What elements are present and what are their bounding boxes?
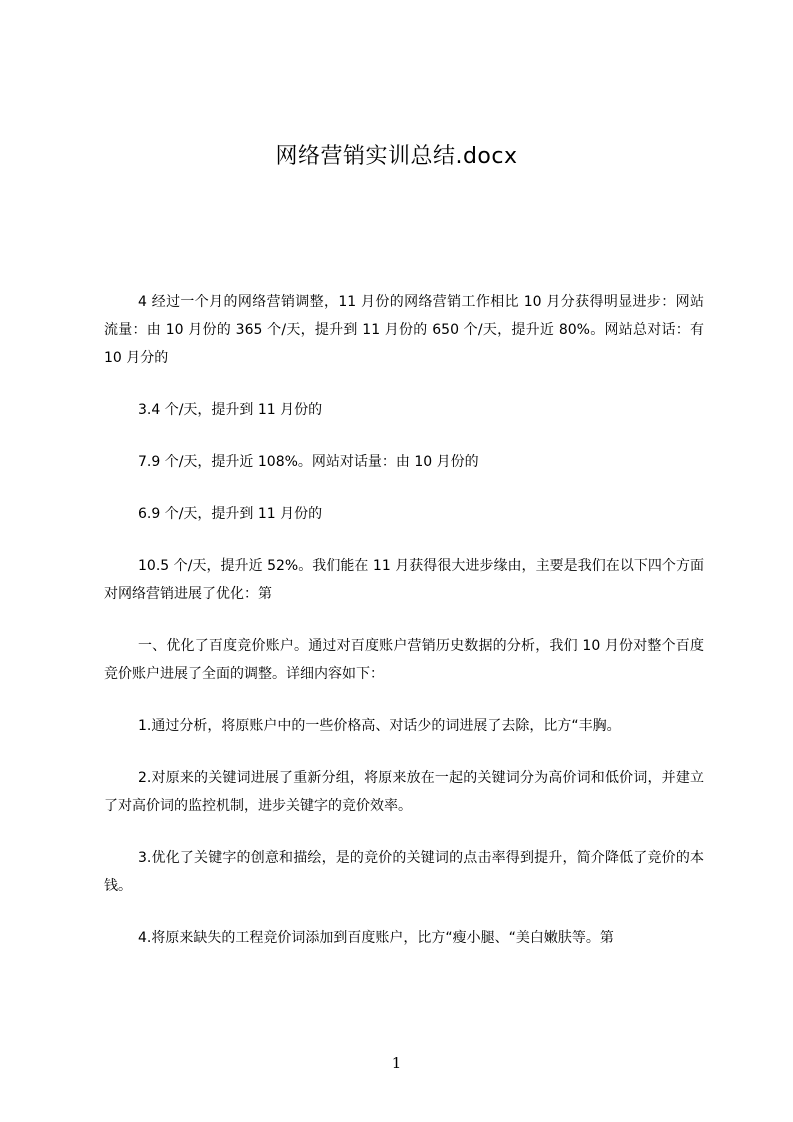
paragraph-6: 一、优化了百度竞价账户。通过对百度账户营销历史数据的分析，我们 10 月份对整个百度竞价账户进展了全面的调整。详细内容如下： (104, 638, 704, 682)
paragraph-9: 3.优化了关键字的创意和描绘，是的竞价的关键词的点击率得到提升，简介降低了竞价的本钱。 (104, 850, 704, 894)
document-body (104, 288, 704, 952)
paragraph-1: 4 经过一个月的网络营销调整，11 月份的网络营销工作相比 10 月分获得明显进步：网站流量：由 10 月份的 365 个/天，提升到 11 月份的 650 个/天，提升近 80%。网站总对话：有 10 月分的 (104, 294, 704, 366)
document-title: 网络营销实训总结.docx (275, 144, 518, 169)
paragraph-2: 3.4 个/天，提升到 11 月份的 (138, 402, 323, 418)
paragraph-5: 10.5 个/天，提升近 52%。我们能在 11 月获得很大进步缘由，主要是我们在以下四个方面对网络营销进展了优化：第 (104, 558, 704, 602)
paragraph-4: 6.9 个/天，提升到 11 月份的 (138, 506, 323, 522)
page-number: 1 (391, 1054, 402, 1072)
paragraph-3: 7.9 个/天，提升近 108%。网站对话量：由 10 月份的 (138, 454, 479, 470)
paragraph-8: 2.对原来的关键词进展了重新分组，将原来放在一起的关键词分为高价词和低价词，并建立了对高价词的监控机制，进步关键字的竞价效率。 (104, 770, 704, 814)
paragraph-10: 4.将原来缺失的工程竞价词添加到百度账户，比方“瘦小腿、“美白嫩肤等。第 (138, 930, 614, 946)
paragraph-7: 1.通过分析，将原账户中的一些价格高、对话少的词进展了去除，比方“丰胸。 (138, 718, 621, 734)
